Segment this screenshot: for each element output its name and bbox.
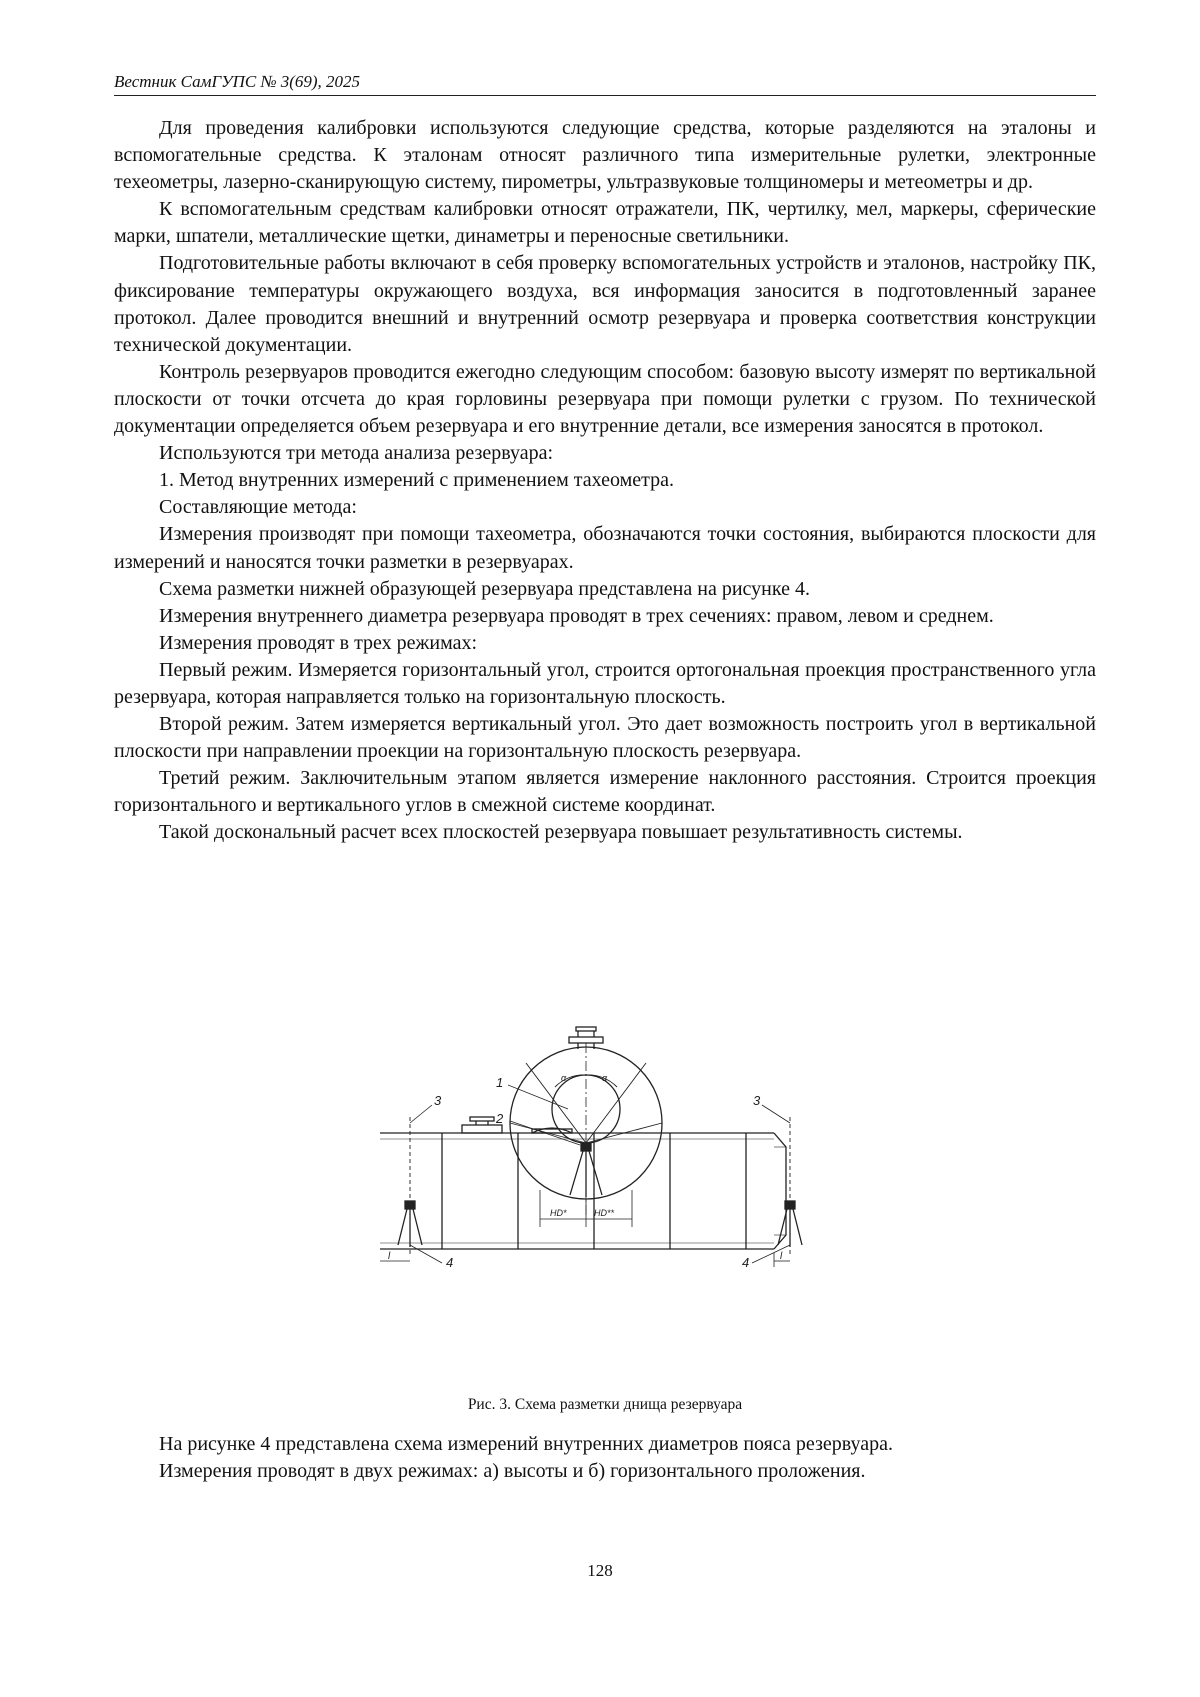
main-text [114, 115, 1096, 847]
paragraph: Измерения проводят в трех режимах: [159, 631, 478, 654]
paragraph: Подготовительные работы включают в себя проверку вспомогательных устройств и эталонов, настройку ПК, фиксирование температуры окружающего воздуха, вся информация заносится в подготовленный заранее протокол. Далее проводится внешний и внутренний осмотр резервуара и проверка соответствия конструкции технической документации. [114, 252, 1096, 356]
paragraph: Схема разметки нижней образующей резервуара представлена на рисунке 4. [159, 577, 810, 600]
label-hd2: HD** [594, 1208, 615, 1218]
paragraph: Используются три метода анализа резервуара: [159, 442, 554, 465]
paragraph: Измерения проводят в двух режимах: а) высоты и б) горизонтального проложения. [159, 1460, 866, 1483]
paragraph: Первый режим. Измеряется горизонтальный угол, строится ортогональная проекция пространственного угла резервуара, которая направляется только на горизонтальную плоскость. [114, 658, 1096, 708]
paragraph: На рисунке 4 представлена схема измерений внутренних диаметров пояса резервуара. [159, 1433, 894, 1455]
paragraph: 1. Метод внутренних измерений с применением тахеометра. [159, 469, 675, 492]
label-l-left: l [388, 1251, 391, 1262]
tank-drawing [380, 1005, 1100, 1405]
text-after-figure [114, 1431, 1096, 1486]
paragraph: Измерения внутреннего диаметра резервуара проводят в трех сечениях: правом, левом и среднем. [159, 604, 994, 627]
running-header: Вестник СамГУПС № 3(69), 2025 [114, 72, 361, 91]
longitudinal-view [380, 1105, 802, 1267]
paragraph: Такой доскональный расчет всех плоскостей резервуара повышает результативность системы. [159, 821, 963, 844]
paragraph: Измерения производят при помощи тахеометра, обозначаются точки состояния, выбираются плоскости для измерений и наносятся точки разметки в резервуарах. [114, 523, 1096, 573]
paragraph: Второй режим. Затем измеряется вертикальный угол. Это дает возможность построить угол в вертикальной плоскости при направлении проекции на горизонтальную плоскость резервуара. [114, 713, 1096, 763]
paragraph: Составляющие метода: [159, 496, 357, 519]
label-alpha2: α [602, 1073, 608, 1083]
label-3-right: 3 [753, 1093, 761, 1108]
label-2: 2 [496, 1111, 504, 1126]
label-1: 1 [496, 1075, 504, 1090]
label-3-left: 3 [434, 1093, 442, 1108]
label-l-right: l [780, 1251, 783, 1262]
label-4-left: 4 [446, 1255, 454, 1270]
cross-section [508, 1027, 662, 1227]
paragraph: К вспомогательным средствам калибровки относят отражатели, ПК, чертилку, мел, маркеры, сферические марки, шпатели, металлические щетки, динаметры и переносные светильники. [114, 198, 1096, 248]
label-4-right: 4 [742, 1255, 750, 1270]
figure-caption: Рис. 3. Схема разметки днища резервуара [467, 1396, 743, 1413]
page-number: 128 [587, 1561, 613, 1580]
paragraph: Контроль резервуаров проводится ежегодно следующим способом: базовую высоту измерят по вертикальной плоскости от точки отсчета до края горловины резервуара при помощи рулетки с грузом. По технической документации определяется объем резервуара и его внутренние детали, все измерения заносятся в протокол. [114, 360, 1096, 438]
paragraph: Третий режим. Заключительным этапом является измерение наклонного расстояния. Строится проекция горизонтального и вертикального углов в смежной системе координат. [114, 767, 1096, 817]
header-rule [114, 95, 1096, 96]
figure-tank-diagram [380, 1005, 1100, 1405]
label-hd1: HD* [550, 1208, 567, 1218]
label-alpha1: α [561, 1073, 567, 1083]
paragraph: Для проведения калибровки используются следующие средства, которые разделяются на эталоны и вспомогательные средства. К эталонам относят различного типа измерительные рулетки, электронные техеометры, лазерно-сканирующую систему, пирометры, ультразвуковые толщиномеры и метеометры и др. [114, 117, 1096, 194]
